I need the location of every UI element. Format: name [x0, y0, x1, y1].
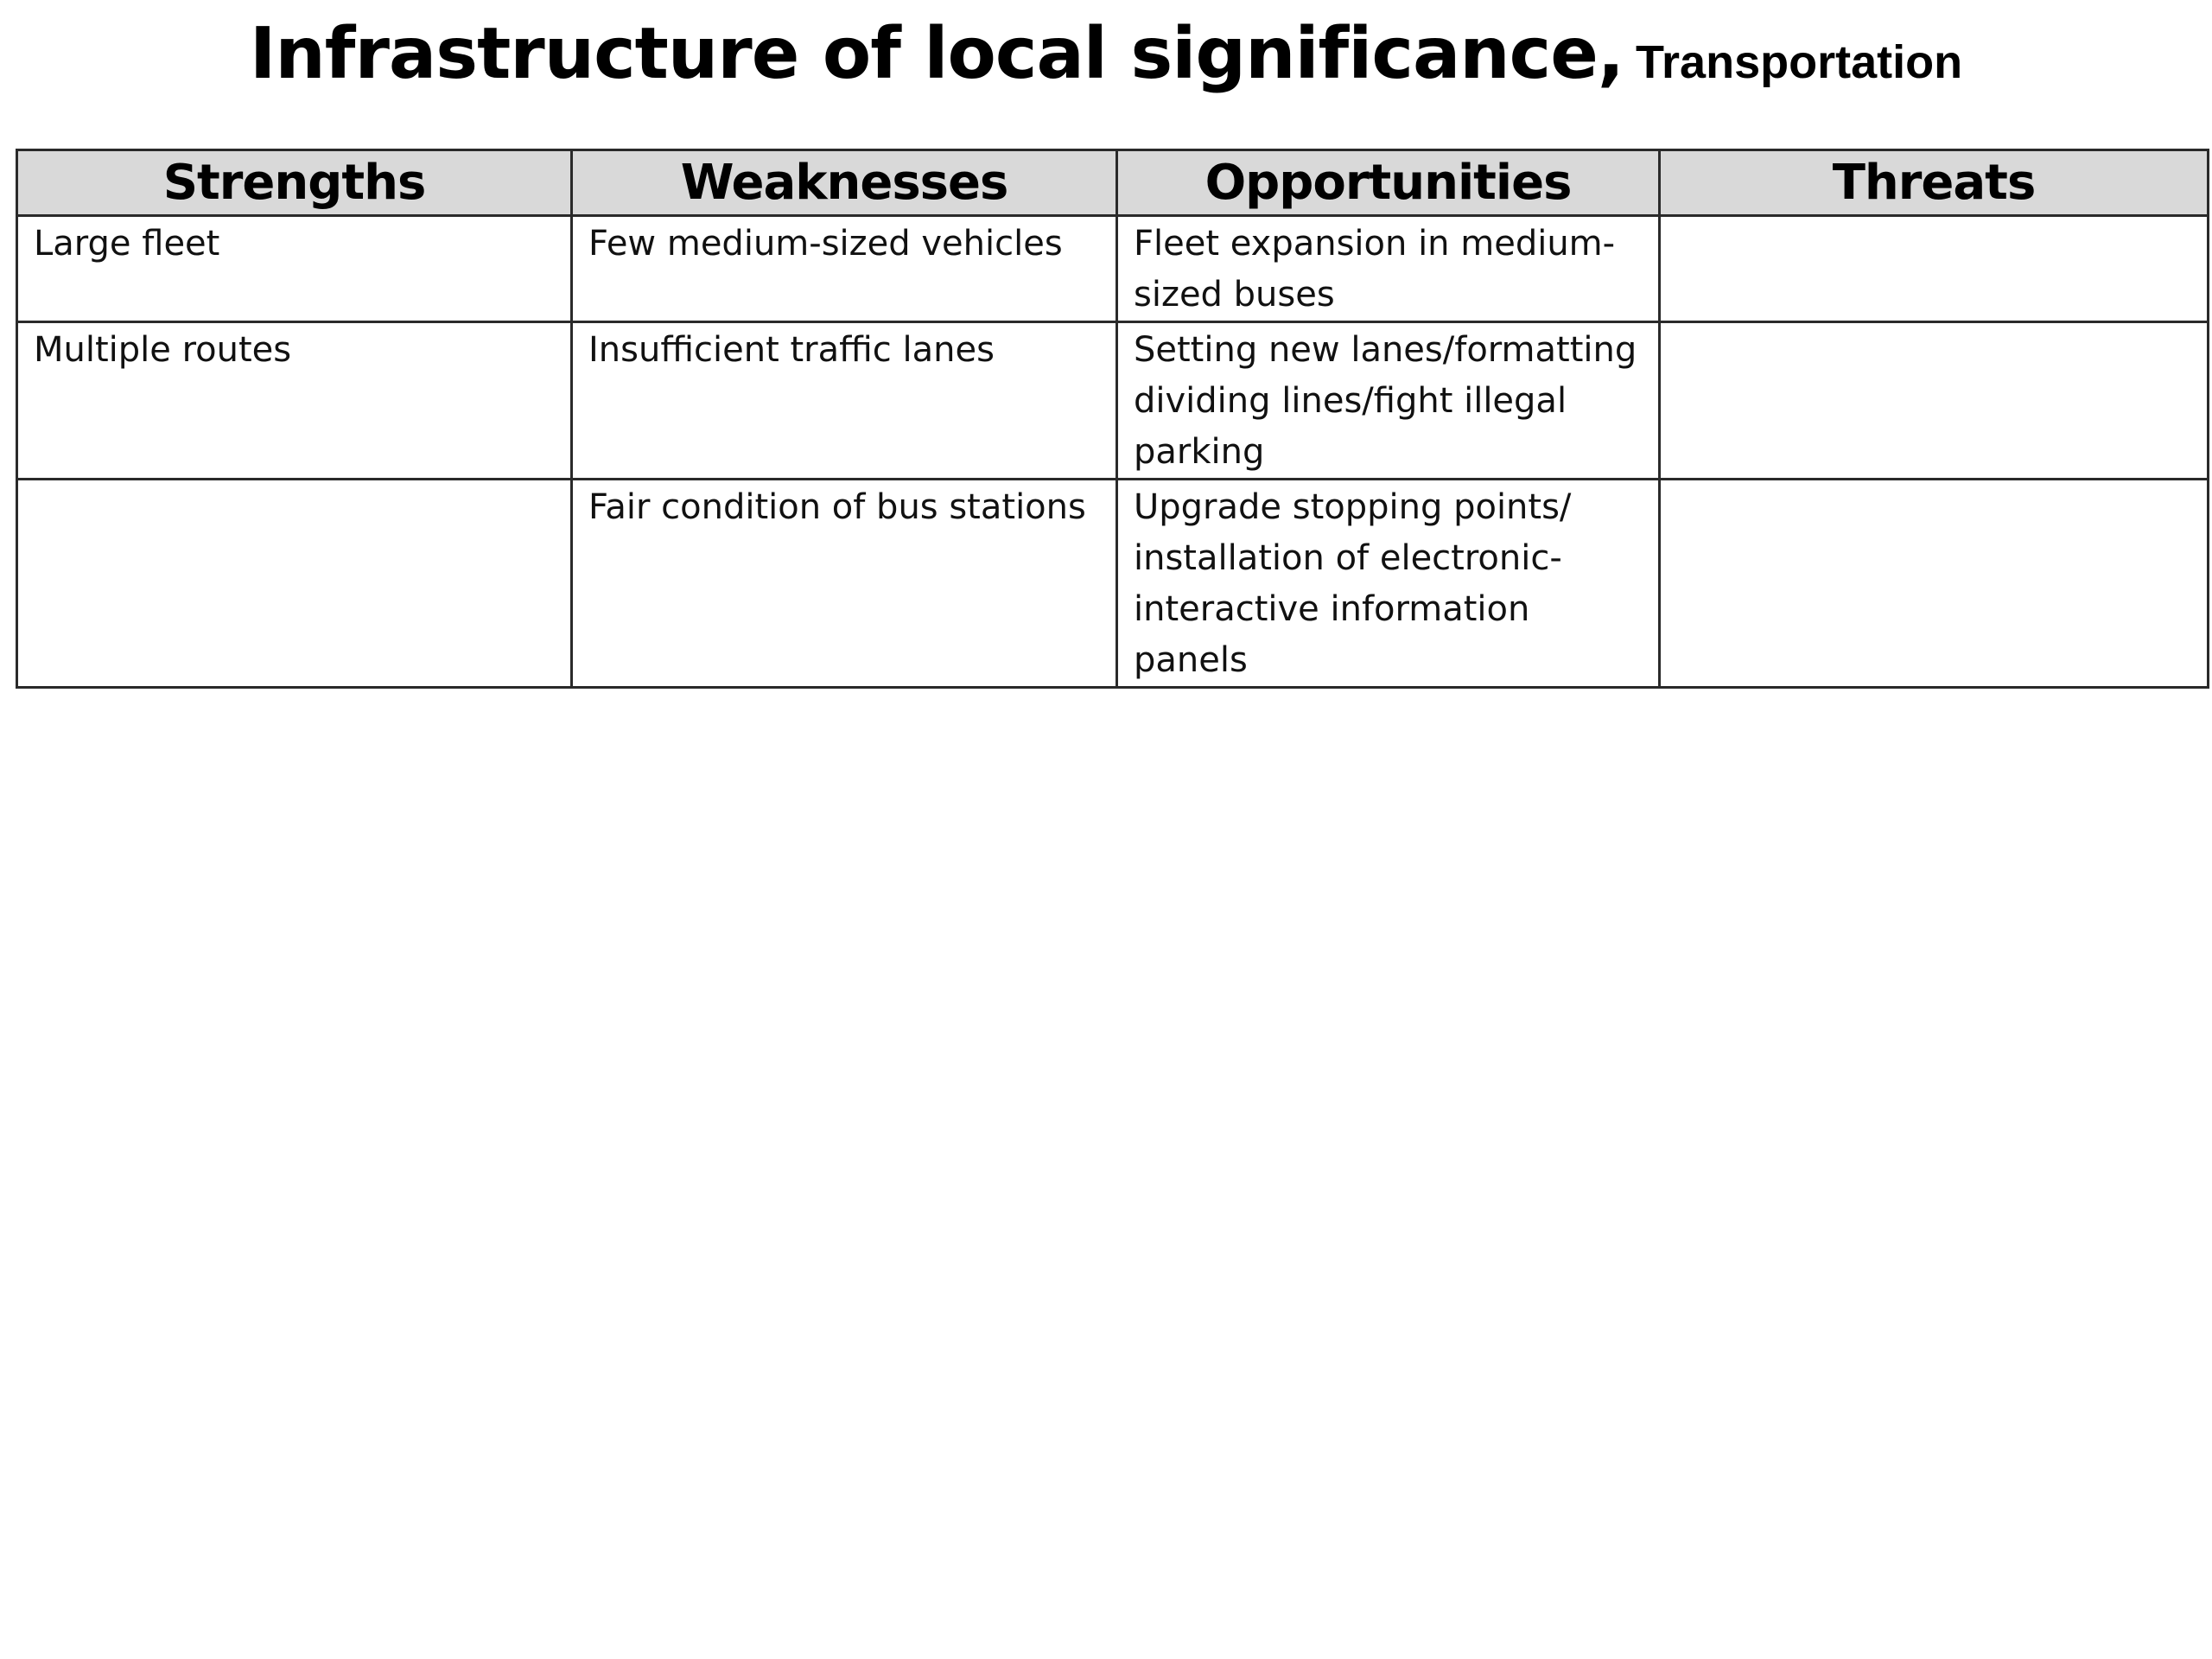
title-main: Infrastructure of local significance, — [249, 13, 1624, 95]
header-opportunities: Opportunities — [1117, 150, 1660, 216]
cell-threat — [1660, 322, 2209, 480]
cell-strength: Large fleet — [17, 216, 572, 322]
cell-weakness: Fair condition of bus stations — [572, 480, 1117, 688]
cell-threat — [1660, 480, 2209, 688]
cell-weakness: Insufficient traffic lanes — [572, 322, 1117, 480]
header-row — [17, 150, 2209, 216]
header-weaknesses: Weaknesses — [572, 150, 1117, 216]
table-row — [17, 480, 2209, 688]
header-threats: Threats — [1660, 150, 2209, 216]
cell-weakness: Few medium-sized vehicles — [572, 216, 1117, 322]
table-row — [17, 322, 2209, 480]
cell-opportunity: Fleet expansion in medium-sized buses — [1117, 216, 1660, 322]
cell-opportunity: Upgrade stopping points/ installation of electronic-interactive information panels — [1117, 480, 1660, 688]
cell-threat — [1660, 216, 2209, 322]
cell-opportunity: Setting new lanes/formatting dividing lines/fight illegal parking — [1117, 322, 1660, 480]
cell-strength — [17, 480, 572, 688]
table-row — [17, 216, 2209, 322]
cell-strength: Multiple routes — [17, 322, 572, 480]
header-strengths: Strengths — [17, 150, 572, 216]
title-subtitle: Transportation — [1636, 36, 1963, 88]
swot-table — [16, 149, 2209, 689]
page-title — [0, 13, 2212, 95]
